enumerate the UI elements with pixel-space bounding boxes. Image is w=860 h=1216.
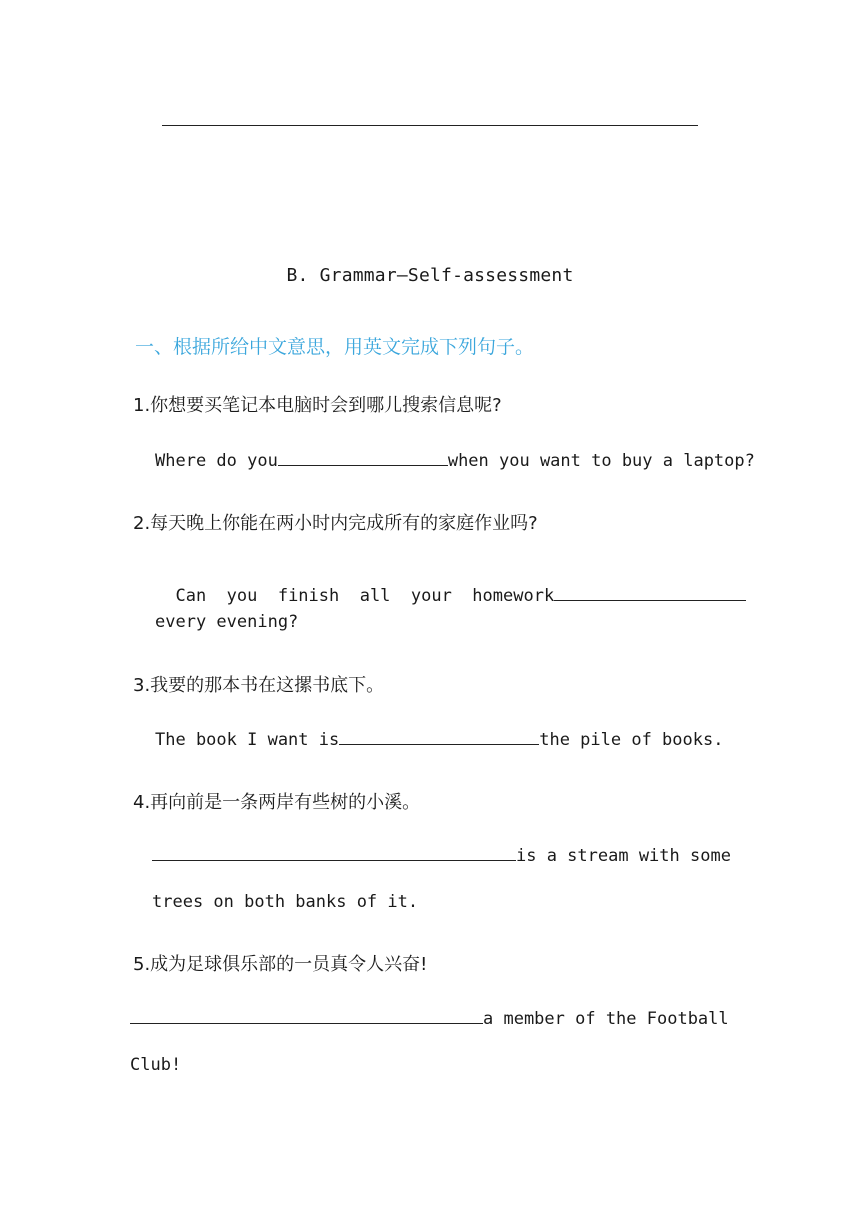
question-5-text-after: a member of the Football: [483, 1009, 729, 1029]
question-1-text-before: Where do you: [155, 451, 278, 471]
question-5-english: [130, 1009, 729, 1029]
question-3-text-after: the pile of books.: [539, 730, 724, 750]
question-2-text-before: Can you finish all your homework: [175, 586, 555, 606]
question-2-chinese: 2.每天晚上你能在两小时内完成所有的家庭作业吗?: [133, 513, 538, 534]
question-3-chinese: 3.我要的那本书在这摞书底下。: [133, 675, 385, 696]
answer-blank-1[interactable]: [278, 464, 448, 466]
answer-blank-3[interactable]: [339, 743, 539, 745]
question-2-english: [155, 566, 746, 606]
question-1-chinese: 1.你想要买笔记本电脑时会到哪儿搜索信息呢?: [133, 395, 502, 416]
question-5-chinese: 5.成为足球俱乐部的一员真令人兴奋!: [133, 954, 428, 975]
question-5-continuation: Club!: [130, 1055, 182, 1075]
answer-blank-2[interactable]: [554, 599, 746, 601]
answer-blank-4[interactable]: [152, 859, 516, 861]
question-4-english: [152, 846, 731, 866]
question-4-chinese: 4.再向前是一条两岸有些树的小溪。: [133, 792, 421, 813]
question-4-text-after: is a stream with some: [516, 846, 731, 866]
question-2-continuation: every evening?: [155, 612, 299, 632]
question-1-text-after: when you want to buy a laptop?: [447, 451, 755, 471]
question-1-english: [155, 451, 755, 471]
question-3-text-before: The book I want is: [155, 730, 340, 750]
header-rule: [162, 125, 698, 126]
answer-blank-5[interactable]: [130, 1022, 483, 1024]
page-title: B. Grammar—Self-assessment: [286, 265, 574, 286]
section-heading: 一、根据所给中文意思，用英文完成下列句子。: [135, 336, 535, 358]
question-3-english: [155, 730, 723, 750]
question-4-continuation: trees on both banks of it.: [152, 892, 419, 912]
